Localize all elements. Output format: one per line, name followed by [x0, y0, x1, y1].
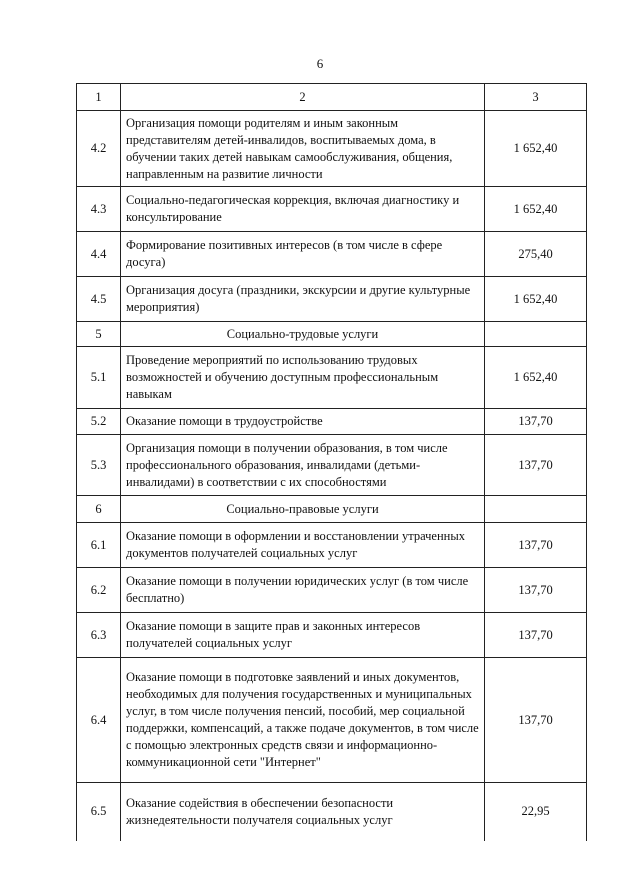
service-description: Организация помощи в получении образования, в том числе профессионального образования, инвалидами (детьми-инвалидами) в соответствии с их способностями [121, 435, 485, 496]
service-description: Формирование позитивных интересов (в том числе в сфере досуга) [121, 232, 485, 277]
section-row [77, 496, 587, 523]
header-col-1: 1 [77, 84, 121, 111]
table-row [77, 347, 587, 409]
row-number: 4.4 [77, 232, 121, 277]
table-row [77, 435, 587, 496]
section-row [77, 322, 587, 347]
service-price: 275,40 [485, 232, 587, 277]
service-description: Оказание помощи в трудоустройстве [121, 409, 485, 435]
table-row [77, 111, 587, 187]
table-row [77, 658, 587, 783]
row-number: 6 [77, 496, 121, 523]
section-title: Социально-трудовые услуги [121, 322, 485, 347]
table-row [77, 523, 587, 568]
row-number: 6.5 [77, 783, 121, 841]
service-price: 137,70 [485, 435, 587, 496]
table-row [77, 409, 587, 435]
service-price: 22,95 [485, 783, 587, 841]
table-row [77, 232, 587, 277]
service-description: Оказание содействия в обеспечении безопасности жизнедеятельности получателя социальных услуг [121, 783, 485, 841]
table-row [77, 783, 587, 841]
page-number: 6 [316, 56, 324, 71]
service-description: Проведение мероприятий по использованию трудовых возможностей и обучению доступным профессиональным навыкам [121, 347, 485, 409]
service-price [485, 322, 587, 347]
row-number: 6.3 [77, 613, 121, 658]
section-title: Социально-правовые услуги [121, 496, 485, 523]
service-price: 1 652,40 [485, 111, 587, 187]
header-col-3: 3 [485, 84, 587, 111]
row-number: 6.4 [77, 658, 121, 783]
table-row [77, 568, 587, 613]
table-row [77, 613, 587, 658]
service-description: Оказание помощи в защите прав и законных интересов получателей социальных услуг [121, 613, 485, 658]
table-row [77, 187, 587, 232]
services-price-table [76, 83, 587, 841]
service-description: Оказание помощи в подготовке заявлений и иных документов, необходимых для получения государственных и муниципальных услуг, в том числе получения пенсий, пособий, мер социальной поддержки, компенсаций, а также подаче документов, в том числе с помощью электронных средств связи и информационно-коммуникационной сети "Интернет" [121, 658, 485, 783]
row-number: 6.2 [77, 568, 121, 613]
header-col-2: 2 [121, 84, 485, 111]
service-price: 1 652,40 [485, 277, 587, 322]
row-number: 5.1 [77, 347, 121, 409]
service-price: 137,70 [485, 613, 587, 658]
service-price: 1 652,40 [485, 187, 587, 232]
service-price: 137,70 [485, 409, 587, 435]
row-number: 4.3 [77, 187, 121, 232]
table-row [77, 277, 587, 322]
service-description: Оказание помощи в получении юридических услуг (в том числе бесплатно) [121, 568, 485, 613]
service-description: Социально-педагогическая коррекция, включая диагностику и консультирование [121, 187, 485, 232]
row-number: 4.2 [77, 111, 121, 187]
service-price: 137,70 [485, 568, 587, 613]
service-price: 137,70 [485, 523, 587, 568]
service-price: 137,70 [485, 658, 587, 783]
row-number: 6.1 [77, 523, 121, 568]
table-header-row [77, 84, 587, 111]
service-price [485, 496, 587, 523]
service-description: Оказание помощи в оформлении и восстановлении утраченных документов получателей социальных услуг [121, 523, 485, 568]
row-number: 5.2 [77, 409, 121, 435]
service-price: 1 652,40 [485, 347, 587, 409]
row-number: 5 [77, 322, 121, 347]
row-number: 4.5 [77, 277, 121, 322]
service-description: Организация досуга (праздники, экскурсии и другие культурные мероприятия) [121, 277, 485, 322]
service-description: Организация помощи родителям и иным законным представителям детей-инвалидов, воспитываемых дома, в обучении таких детей навыкам самообслуживания, общения, направленным на развитие личности [121, 111, 485, 187]
row-number: 5.3 [77, 435, 121, 496]
